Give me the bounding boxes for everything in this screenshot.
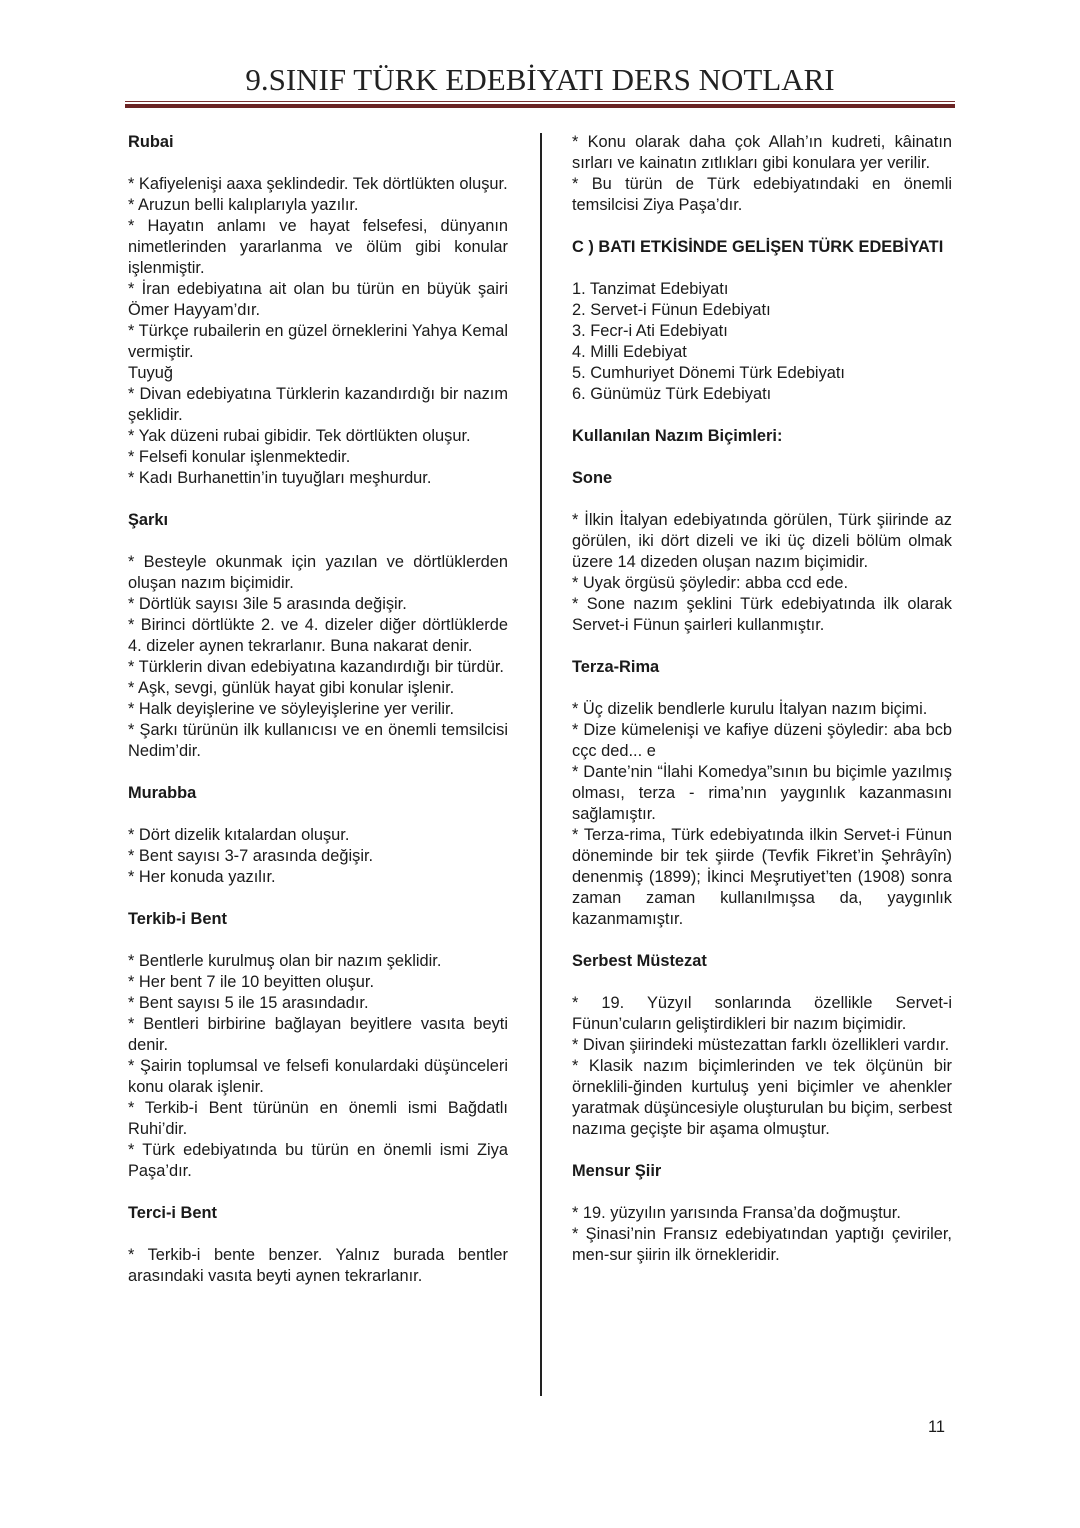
- paragraph: * Halk deyişlerine ve söyleyişlerine yer verilir.: [128, 700, 455, 718]
- section-terza-rima: [572, 657, 952, 930]
- paragraph: * İlkin İtalyan edebiyatında görülen, Türk şiirinde az görülen, iki dört dizeli ve iki üç dizeli bölüm olmak üzere 14 dizeden oluşan nazım biçimidir.: [572, 511, 952, 571]
- paragraph: * Bent sayısı 3-7 arasında değişir.: [128, 847, 374, 865]
- section-heading: C ) BATI ETKİSİNDE GELİŞEN TÜRK EDEBİYATI: [572, 238, 944, 256]
- paragraph: * Bent sayısı 5 ile 15 arasındadır.: [128, 994, 369, 1012]
- list-item: 1. Tanzimat Edebiyatı: [572, 280, 729, 298]
- section-heading: Rubai: [128, 133, 174, 151]
- section-heading: Terza-Rima: [572, 658, 660, 676]
- left-column: [128, 132, 508, 1308]
- section-mensur-siir: [572, 1161, 952, 1266]
- paragraph: * Birinci dörtlükte 2. ve 4. dizeler diğer dörtlüklerde 4. dizeler aynen tekrarlanır. Buna nakarat denir.: [128, 616, 508, 655]
- paragraph: * Şairin toplumsal ve felsefi konulardaki düşünceleri konu olarak işlenir.: [128, 1057, 508, 1096]
- paragraph: * Şinasi’nin Fransız edebiyatından yaptığı çeviriler, men-sur şiirin ilk örnekleridir.: [572, 1225, 952, 1264]
- paragraph: * Türk edebiyatında bu türün en önemli ismi Ziya Paşa’dır.: [128, 1141, 508, 1180]
- paragraph: * 19. Yüzyıl sonlarında özellikle Servet-i Fünun’cuların geliştirdikleri bir nazım biçimidir.: [572, 994, 952, 1033]
- section-heading: Kullanılan Nazım Biçimleri:: [572, 427, 783, 445]
- header-rule-thin: [125, 101, 955, 102]
- paragraph: * Kadı Burhanettin’in tuyuğları meşhurdur.: [128, 469, 432, 487]
- section-terci-i-bent: [128, 1203, 508, 1287]
- section-heading: Terkib-i Bent: [128, 910, 227, 928]
- list-item: 3. Fecr-i Ati Edebiyatı: [572, 322, 728, 340]
- paragraph: * Sone nazım şeklini Türk edebiyatında ilk olarak Servet-i Fünun şairleri kullanmıştır.: [572, 595, 952, 634]
- paragraph: * Bentlerle kurulmuş olan bir nazım şeklidir.: [128, 952, 442, 970]
- paragraph: Tuyuğ: [128, 364, 173, 382]
- section-heading: Terci-i Bent: [128, 1204, 217, 1222]
- paragraph: * 19. yüzyılın yarısında Fransa’da doğmuştur.: [572, 1204, 901, 1222]
- paragraph: * Aşk, sevgi, günlük hayat gibi konular işlenir.: [128, 679, 455, 697]
- paragraph: * İran edebiyatına ait olan bu türün en büyük şairi Ömer Hayyam’dır.: [128, 280, 508, 319]
- paragraph: * Divan edebiyatına Türklerin kazandırdığı bir nazım şeklidir.: [128, 385, 508, 424]
- section-kullanilan-nazim-bicimleri: [572, 426, 952, 447]
- paragraph: * Bu türün de Türk edebiyatındaki en önemli temsilcisi Ziya Paşa’dır.: [572, 175, 952, 214]
- paragraph: * Şarkı türünün ilk kullanıcısı ve en önemli temsilcisi Nedim’dir.: [128, 721, 508, 760]
- paragraph: * Terkib-i Bent türünün en önemli ismi Bağdatlı Ruhi’dir.: [128, 1099, 508, 1138]
- section-heading: Serbest Müstezat: [572, 952, 707, 970]
- section-sone: [572, 468, 952, 636]
- section-rubai: [128, 132, 508, 489]
- header-rule-thick: [125, 104, 955, 108]
- list-item: 6. Günümüz Türk Edebiyatı: [572, 385, 772, 403]
- section-terkib-i-bent: [128, 909, 508, 1182]
- paragraph: * Divan şiirindeki müstezattan farklı özellikleri vardır.: [572, 1036, 950, 1054]
- paragraph: * Terza-rima, Türk edebiyatında ilkin Servet-i Fünun döneminde bir tek şiirde (Tevfik Fikret’in Şehrâyîn) denenmiş (1899); İkinci Meşrutiyet’ten (1908) sonra zaman zaman kullanılmışsa da, yaygınlık kazanmamıştır.: [572, 826, 952, 928]
- paragraph: * Kafiyelenişi aaxa şeklindedir. Tek dörtlükten oluşur.: [128, 175, 508, 193]
- section-continued: [572, 132, 952, 216]
- paragraph: * Bentleri birbirine bağlayan beyitlere vasıta beyti denir.: [128, 1015, 508, 1054]
- right-column: [572, 132, 952, 1287]
- paragraph: * Her bent 7 ile 10 beyitten oluşur.: [128, 973, 375, 991]
- paragraph: * Klasik nazım biçimlerinden ve tek ölçünün bir örneklili-ğinden kurtuluş yeni biçimler ve ahenkler yaratmak düşüncesiyle oluşturulan bu biçim, serbest nazıma geçişte bir aşama olmuştur.: [572, 1057, 952, 1138]
- section-heading: Sone: [572, 469, 613, 487]
- paragraph: * Terkib-i bente benzer. Yalnız burada bentler arasındaki vasıta beyti aynen tekrarlanır.: [128, 1246, 508, 1285]
- list-item: 5. Cumhuriyet Dönemi Türk Edebiyatı: [572, 364, 845, 382]
- paragraph: * Dize kümelenişi ve kafiye düzeni şöyledir: aba bcb cçc ded... e: [572, 721, 952, 760]
- paragraph: * Aruzun belli kalıplarıyla yazılır.: [128, 196, 359, 214]
- paragraph: * Üç dizelik bendlerle kurulu İtalyan nazım biçimi.: [572, 700, 928, 718]
- page-title: 9.SINIF TÜRK EDEBİYATI DERS NOTLARI: [245, 62, 835, 97]
- paragraph: * Her konuda yazılır.: [128, 868, 276, 886]
- paragraph: * Yak düzeni rubai gibidir. Tek dörtlükten oluşur.: [128, 427, 471, 445]
- section-heading: Mensur Şiir: [572, 1162, 662, 1180]
- section-heading: Şarkı: [128, 511, 169, 529]
- paragraph: * Dörtlük sayısı 3ile 5 arasında değişir.: [128, 595, 407, 613]
- list-item: 2. Servet-i Fünun Edebiyatı: [572, 301, 771, 319]
- paragraph: * Dante’nin “İlahi Komedya”sının bu biçimle yazılmış olması, terza - rima’nın yaygınlık kazanmasını sağlamıştır.: [572, 763, 952, 823]
- section-c-bati-etkisinde-gelisen-turk-edebiyati: [572, 237, 952, 405]
- section-sarki: [128, 510, 508, 762]
- section-serbest-mustezat: [572, 951, 952, 1140]
- paragraph: * Felsefi konular işlenmektedir.: [128, 448, 351, 466]
- page-number: 11: [928, 1418, 946, 1436]
- section-heading: Murabba: [128, 784, 197, 802]
- paragraph: * Türklerin divan edebiyatına kazandırdığı bir türdür.: [128, 658, 504, 676]
- paragraph: * Türkçe rubailerin en güzel örneklerini Yahya Kemal vermiştir.: [128, 322, 508, 361]
- section-murabba: [128, 783, 508, 888]
- paragraph: * Besteyle okunmak için yazılan ve dörtlüklerden oluşan nazım biçimidir.: [128, 553, 508, 592]
- paragraph: * Konu olarak daha çok Allah’ın kudreti, kâinatın sırları ve kainatın zıtlıkları gibi konulara yer verilir.: [572, 133, 952, 172]
- paragraph: * Dört dizelik kıtalardan oluşur.: [128, 826, 350, 844]
- paragraph: * Uyak örgüsü şöyledir: abba ccd ede.: [572, 574, 849, 592]
- paragraph: * Hayatın anlamı ve hayat felsefesi, dünyanın nimetlerinden yararlanma ve ölüm gibi konular işlenmiştir.: [128, 217, 508, 277]
- list-item: 4. Milli Edebiyat: [572, 343, 687, 361]
- column-divider: [540, 133, 542, 1396]
